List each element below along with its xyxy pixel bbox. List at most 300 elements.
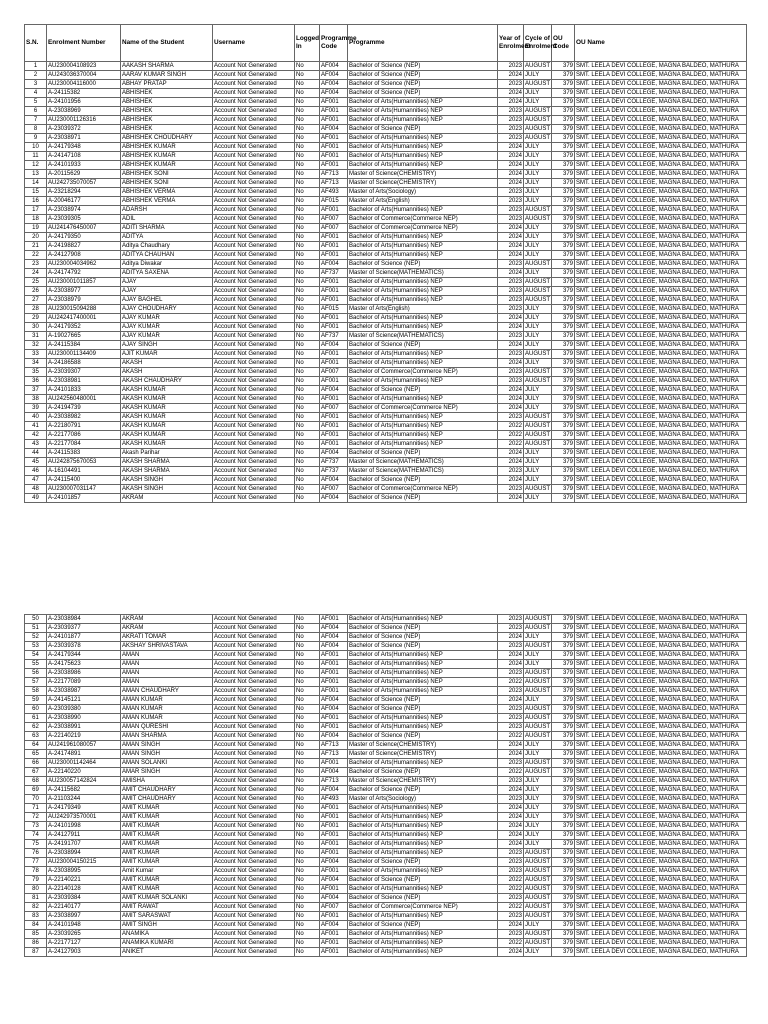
table-row xyxy=(25,921,747,930)
table-row xyxy=(25,224,747,233)
student-name-cell: AKRATI TOMAR xyxy=(121,633,213,642)
logged-in-cell: No xyxy=(295,89,320,98)
ou-name-cell: SMT. LEELA DEVI COLLEGE, MAGNA BALDEO, MATHURA xyxy=(575,840,747,849)
cycle-of-enrolment-cell: JULY xyxy=(524,395,552,404)
enrolment-number-cell: A-23218294 xyxy=(47,188,121,197)
student-name-cell: AKASH SINGH xyxy=(121,476,213,485)
logged-in-cell: No xyxy=(295,939,320,948)
enrolment-number-cell: A-24175623 xyxy=(47,660,121,669)
programme-code-cell: AF737 xyxy=(320,269,348,278)
ou-code-cell: 379 xyxy=(552,741,575,750)
year-of-enrolment-cell: 2023 xyxy=(498,467,524,476)
ou-name-cell: SMT. LEELA DEVI COLLEGE, MAGNA BALDEO, MATHURA xyxy=(575,714,747,723)
table-row xyxy=(25,278,747,287)
ou-code-cell: 379 xyxy=(552,314,575,323)
logged-in-cell: No xyxy=(295,278,320,287)
serial-number-cell: 16 xyxy=(25,197,47,206)
table-row xyxy=(25,660,747,669)
year-of-enrolment-cell: 2023 xyxy=(498,188,524,197)
programme-cell: Bachelor of Arts(Humannities) NEP xyxy=(348,314,498,323)
logged-in-cell: No xyxy=(295,494,320,503)
ou-code-cell: 379 xyxy=(552,386,575,395)
logged-in-cell: No xyxy=(295,696,320,705)
table-row xyxy=(25,62,747,71)
year-of-enrolment-cell: 2023 xyxy=(498,687,524,696)
ou-code-cell: 379 xyxy=(552,714,575,723)
serial-number-cell: 37 xyxy=(25,386,47,395)
programme-cell: Bachelor of Arts(Humannities) NEP xyxy=(348,98,498,107)
programme-cell: Bachelor of Arts(Humannities) NEP xyxy=(348,885,498,894)
year-of-enrolment-cell: 2024 xyxy=(498,813,524,822)
enrolment-number-cell: AU230004150215 xyxy=(47,858,121,867)
programme-code-cell: AF001 xyxy=(320,296,348,305)
logged-in-cell: No xyxy=(295,678,320,687)
programme-cell: Bachelor of Science (NEP) xyxy=(348,341,498,350)
ou-code-cell: 379 xyxy=(552,431,575,440)
year-of-enrolment-cell: 2023 xyxy=(498,305,524,314)
enrolment-number-cell: AU242417400001 xyxy=(47,314,121,323)
cycle-of-enrolment-cell: JULY xyxy=(524,152,552,161)
table-row xyxy=(25,669,747,678)
table-row xyxy=(25,813,747,822)
ou-name-cell: SMT. LEELA DEVI COLLEGE, MAGNA BALDEO, MATHURA xyxy=(575,152,747,161)
student-name-cell: AKASH xyxy=(121,359,213,368)
year-of-enrolment-cell: 2024 xyxy=(498,71,524,80)
programme-cell: Bachelor of Arts(Humannities) NEP xyxy=(348,152,498,161)
ou-code-cell: 379 xyxy=(552,368,575,377)
username-cell: Account Not Generated xyxy=(213,188,295,197)
serial-number-cell: 77 xyxy=(25,858,47,867)
programme-cell: Bachelor of Arts(Humannities) NEP xyxy=(348,143,498,152)
ou-name-cell: SMT. LEELA DEVI COLLEGE, MAGNA BALDEO, MATHURA xyxy=(575,116,747,125)
enrolment-number-cell: A-24174792 xyxy=(47,269,121,278)
table-row xyxy=(25,840,747,849)
enrolment-number-cell: A-22140177 xyxy=(47,903,121,912)
ou-name-cell: SMT. LEELA DEVI COLLEGE, MAGNA BALDEO, MATHURA xyxy=(575,624,747,633)
serial-number-cell: 18 xyxy=(25,215,47,224)
year-of-enrolment-cell: 2022 xyxy=(498,440,524,449)
cycle-of-enrolment-cell: JULY xyxy=(524,786,552,795)
cycle-of-enrolment-cell: JULY xyxy=(524,795,552,804)
programme-cell: Bachelor of Arts(Humannities) NEP xyxy=(348,323,498,332)
cycle-of-enrolment-cell: AUGUST xyxy=(525,414,551,420)
student-name-cell: AJAY SINGH xyxy=(121,341,213,350)
programme-code-cell: AF001 xyxy=(320,413,348,422)
programme-code-cell: AF001 xyxy=(320,840,348,849)
programme-code-cell: AF001 xyxy=(320,714,348,723)
year-of-enrolment-cell: 2022 xyxy=(498,885,524,894)
table-row xyxy=(25,786,747,795)
student-name-cell: AJAY CHOUDHARY xyxy=(121,305,213,314)
ou-code-cell: 379 xyxy=(552,849,575,858)
programme-cell: Bachelor of Science (NEP) xyxy=(348,386,498,395)
table-row xyxy=(25,714,747,723)
year-of-enrolment-cell: 2024 xyxy=(498,323,524,332)
username-cell: Account Not Generated xyxy=(213,732,295,741)
logged-in-cell: No xyxy=(295,125,320,134)
logged-in-cell: No xyxy=(295,822,320,831)
ou-name-cell: SMT. LEELA DEVI COLLEGE, MAGNA BALDEO, MATHURA xyxy=(575,98,747,107)
ou-code-cell: 379 xyxy=(552,669,575,678)
programme-code-cell: AF015 xyxy=(320,197,348,206)
serial-number-cell: 84 xyxy=(25,921,47,930)
ou-code-cell: 379 xyxy=(552,912,575,921)
username-cell: Account Not Generated xyxy=(213,71,295,80)
logged-in-cell: No xyxy=(295,660,320,669)
ou-name-cell: SMT. LEELA DEVI COLLEGE, MAGNA BALDEO, MATHURA xyxy=(575,80,747,89)
username-cell: Account Not Generated xyxy=(213,624,295,633)
year-of-enrolment-cell: 2023 xyxy=(498,197,524,206)
programme-cell: Bachelor of Arts(Humannities) NEP xyxy=(348,296,498,305)
ou-code-cell: 379 xyxy=(552,494,575,503)
ou-name-cell: SMT. LEELA DEVI COLLEGE, MAGNA BALDEO, MATHURA xyxy=(575,323,747,332)
ou-code-cell: 379 xyxy=(552,89,575,98)
cycle-of-enrolment-cell: JULY xyxy=(524,224,552,233)
cycle-of-enrolment-cell: JULY xyxy=(524,404,552,413)
cycle-of-enrolment-cell: JULY xyxy=(524,98,552,107)
table-row xyxy=(25,179,747,188)
programme-code-cell: AF004 xyxy=(320,89,348,98)
programme-cell: Bachelor of Commerce(Commerce NEP) xyxy=(348,485,498,494)
programme-cell: Bachelor of Science (NEP) xyxy=(348,732,498,741)
programme-code-cell: AF004 xyxy=(320,876,348,885)
year-of-enrolment-cell: 2024 xyxy=(498,633,524,642)
table-row xyxy=(25,858,747,867)
username-cell: Account Not Generated xyxy=(213,197,295,206)
serial-number-cell: 4 xyxy=(25,89,47,98)
column-header-enrolment-number: Enrolment Number xyxy=(47,25,121,62)
programme-cell: Master of Science(CHEMISTRY) xyxy=(348,170,498,179)
programme-cell: Master of Science(MATHEMATICS) xyxy=(348,458,498,467)
ou-code-cell: 379 xyxy=(552,116,575,125)
table-row xyxy=(25,458,747,467)
serial-number-cell: 40 xyxy=(25,413,47,422)
ou-name-cell: SMT. LEELA DEVI COLLEGE, MAGNA BALDEO, MATHURA xyxy=(575,386,747,395)
logged-in-cell: No xyxy=(295,413,320,422)
header-row xyxy=(25,25,747,62)
cycle-of-enrolment-cell: AUGUST xyxy=(525,441,551,447)
student-name-cell: AMAN SINGH xyxy=(121,741,213,750)
ou-name-cell: SMT. LEELA DEVI COLLEGE, MAGNA BALDEO, MATHURA xyxy=(575,467,747,476)
ou-name-cell: SMT. LEELA DEVI COLLEGE, MAGNA BALDEO, MATHURA xyxy=(575,633,747,642)
programme-code-cell: AF001 xyxy=(320,134,348,143)
ou-code-cell: 379 xyxy=(552,269,575,278)
logged-in-cell: No xyxy=(295,759,320,768)
ou-code-cell: 379 xyxy=(552,440,575,449)
ou-code-cell: 379 xyxy=(552,224,575,233)
ou-code-cell: 379 xyxy=(552,485,575,494)
logged-in-cell: No xyxy=(295,615,320,624)
table-body-page-1 xyxy=(25,62,747,503)
serial-number-cell: 14 xyxy=(25,179,47,188)
programme-cell: Bachelor of Arts(Humannities) NEP xyxy=(348,831,498,840)
cycle-of-enrolment-cell: JULY xyxy=(524,233,552,242)
ou-code-cell: 379 xyxy=(552,449,575,458)
student-name-cell: AMAN KUMAR xyxy=(121,696,213,705)
username-cell: Account Not Generated xyxy=(213,714,295,723)
serial-number-cell: 12 xyxy=(25,161,47,170)
programme-code-cell: AF001 xyxy=(320,431,348,440)
year-of-enrolment-cell: 2024 xyxy=(498,404,524,413)
programme-cell: Bachelor of Arts(Humannities) NEP xyxy=(348,107,498,116)
enrolment-number-cell: A-23038994 xyxy=(47,849,121,858)
username-cell: Account Not Generated xyxy=(213,660,295,669)
username-cell: Account Not Generated xyxy=(213,930,295,939)
ou-name-cell: SMT. LEELA DEVI COLLEGE, MAGNA BALDEO, MATHURA xyxy=(575,485,747,494)
ou-name-cell: SMT. LEELA DEVI COLLEGE, MAGNA BALDEO, MATHURA xyxy=(575,948,747,957)
enrolment-number-cell: A-24179344 xyxy=(47,651,121,660)
cycle-of-enrolment-cell: JULY xyxy=(524,822,552,831)
student-name-cell: AKASH KUMAR xyxy=(121,395,213,404)
cycle-of-enrolment-cell: JULY xyxy=(524,948,552,957)
year-of-enrolment-cell: 2023 xyxy=(498,413,524,422)
logged-in-cell: No xyxy=(295,732,320,741)
programme-cell: Bachelor of Science (NEP) xyxy=(348,894,498,903)
logged-in-cell: No xyxy=(295,116,320,125)
enrolment-number-cell: A-19027665 xyxy=(47,332,121,341)
programme-cell: Bachelor of Arts(Humannities) NEP xyxy=(348,912,498,921)
cycle-of-enrolment-cell: AUGUST xyxy=(525,616,551,622)
programme-cell: Bachelor of Arts(Humannities) NEP xyxy=(348,206,498,215)
programme-code-cell: AF007 xyxy=(320,215,348,224)
username-cell: Account Not Generated xyxy=(213,314,295,323)
programme-code-cell: AF004 xyxy=(320,768,348,777)
student-name-cell: AMIT KUMAR xyxy=(121,822,213,831)
year-of-enrolment-cell: 2022 xyxy=(498,903,524,912)
programme-cell: Bachelor of Arts(Humannities) NEP xyxy=(348,422,498,431)
cycle-of-enrolment-cell: AUGUST xyxy=(525,351,551,357)
programme-code-cell: AF001 xyxy=(320,867,348,876)
ou-name-cell: SMT. LEELA DEVI COLLEGE, MAGNA BALDEO, MATHURA xyxy=(575,759,747,768)
programme-code-cell: AF007 xyxy=(320,903,348,912)
cycle-of-enrolment-cell: JULY xyxy=(524,161,552,170)
logged-in-cell: No xyxy=(295,476,320,485)
programme-code-cell: AF004 xyxy=(320,624,348,633)
student-name-cell: AJAY KUMAR xyxy=(121,332,213,341)
table-row xyxy=(25,188,747,197)
student-name-cell: AMIT CHAUDHARY xyxy=(121,786,213,795)
programme-cell: Bachelor of Arts(Humannities) NEP xyxy=(348,431,498,440)
table-row xyxy=(25,89,747,98)
serial-number-cell: 19 xyxy=(25,224,47,233)
logged-in-cell: No xyxy=(295,341,320,350)
serial-number-cell: 61 xyxy=(25,714,47,723)
enrolment-number-cell: A-23038987 xyxy=(47,687,121,696)
username-cell: Account Not Generated xyxy=(213,125,295,134)
serial-number-cell: 27 xyxy=(25,296,47,305)
year-of-enrolment-cell: 2023 xyxy=(498,759,524,768)
programme-code-cell: AF001 xyxy=(320,822,348,831)
ou-code-cell: 379 xyxy=(552,813,575,822)
logged-in-cell: No xyxy=(295,795,320,804)
programme-cell: Bachelor of Arts(Humannities) NEP xyxy=(348,723,498,732)
logged-in-cell: No xyxy=(295,170,320,179)
programme-code-cell: AF001 xyxy=(320,669,348,678)
programme-code-cell: AF001 xyxy=(320,395,348,404)
username-cell: Account Not Generated xyxy=(213,134,295,143)
enrolment-number-cell: A-23039378 xyxy=(47,642,121,651)
programme-code-cell: AF001 xyxy=(320,152,348,161)
ou-code-cell: 379 xyxy=(552,885,575,894)
ou-code-cell: 379 xyxy=(552,377,575,386)
username-cell: Account Not Generated xyxy=(213,287,295,296)
serial-number-cell: 8 xyxy=(25,125,47,134)
cycle-of-enrolment-cell: JULY xyxy=(524,651,552,660)
enrolment-number-cell: A-24191707 xyxy=(47,840,121,849)
enrolment-number-cell: A-23038986 xyxy=(47,669,121,678)
student-name-cell: AMAN KUMAR xyxy=(121,705,213,714)
programme-code-cell: AF001 xyxy=(320,206,348,215)
username-cell: Account Not Generated xyxy=(213,431,295,440)
ou-code-cell: 379 xyxy=(552,341,575,350)
table-row xyxy=(25,143,747,152)
student-name-cell: AMAN xyxy=(121,660,213,669)
ou-name-cell: SMT. LEELA DEVI COLLEGE, MAGNA BALDEO, MATHURA xyxy=(575,705,747,714)
table-row xyxy=(25,687,747,696)
enrolment-number-cell: A-23039307 xyxy=(47,368,121,377)
year-of-enrolment-cell: 2023 xyxy=(498,62,524,71)
year-of-enrolment-cell: 2022 xyxy=(498,876,524,885)
year-of-enrolment-cell: 2024 xyxy=(498,161,524,170)
serial-number-cell: 34 xyxy=(25,359,47,368)
student-name-cell: AMIT KUMAR SOLANKI xyxy=(121,894,213,903)
ou-code-cell: 379 xyxy=(552,71,575,80)
year-of-enrolment-cell: 2023 xyxy=(498,930,524,939)
serial-number-cell: 29 xyxy=(25,314,47,323)
programme-cell: Bachelor of Science (NEP) xyxy=(348,633,498,642)
ou-name-cell: SMT. LEELA DEVI COLLEGE, MAGNA BALDEO, MATHURA xyxy=(575,750,747,759)
logged-in-cell: No xyxy=(295,314,320,323)
column-header-ou-code: OU Code xyxy=(552,25,575,62)
table-row xyxy=(25,305,747,314)
serial-number-cell: 58 xyxy=(25,687,47,696)
logged-in-cell: No xyxy=(295,687,320,696)
student-table-page-1 xyxy=(24,24,747,503)
logged-in-cell: No xyxy=(295,867,320,876)
username-cell: Account Not Generated xyxy=(213,687,295,696)
cycle-of-enrolment-cell: JULY xyxy=(524,467,552,476)
programme-code-cell: AF001 xyxy=(320,930,348,939)
username-cell: Account Not Generated xyxy=(213,161,295,170)
ou-name-cell: SMT. LEELA DEVI COLLEGE, MAGNA BALDEO, MATHURA xyxy=(575,179,747,188)
year-of-enrolment-cell: 2023 xyxy=(498,723,524,732)
username-cell: Account Not Generated xyxy=(213,269,295,278)
username-cell: Account Not Generated xyxy=(213,440,295,449)
enrolment-number-cell: A-22177084 xyxy=(47,440,121,449)
ou-code-cell: 379 xyxy=(552,903,575,912)
logged-in-cell: No xyxy=(295,912,320,921)
ou-name-cell: SMT. LEELA DEVI COLLEGE, MAGNA BALDEO, MATHURA xyxy=(575,885,747,894)
cycle-of-enrolment-cell: AUGUST xyxy=(525,625,551,631)
logged-in-cell: No xyxy=(295,831,320,840)
logged-in-cell: No xyxy=(295,179,320,188)
table-row xyxy=(25,98,747,107)
enrolment-number-cell: A-24179352 xyxy=(47,323,121,332)
table-row xyxy=(25,615,747,624)
ou-code-cell: 379 xyxy=(552,624,575,633)
student-name-cell: ANAMIKA KUMARI xyxy=(121,939,213,948)
programme-cell: Bachelor of Arts(Humannities) NEP xyxy=(348,759,498,768)
serial-number-cell: 87 xyxy=(25,948,47,957)
serial-number-cell: 7 xyxy=(25,116,47,125)
ou-name-cell: SMT. LEELA DEVI COLLEGE, MAGNA BALDEO, MATHURA xyxy=(575,849,747,858)
programme-code-cell: AF004 xyxy=(320,125,348,134)
serial-number-cell: 17 xyxy=(25,206,47,215)
table-row xyxy=(25,485,747,494)
cycle-of-enrolment-cell: JULY xyxy=(524,494,552,503)
enrolment-number-cell: A-22140221 xyxy=(47,876,121,885)
programme-cell: Bachelor of Arts(Humannities) NEP xyxy=(348,251,498,260)
username-cell: Account Not Generated xyxy=(213,404,295,413)
cycle-of-enrolment-cell: JULY xyxy=(524,804,552,813)
serial-number-cell: 49 xyxy=(25,494,47,503)
programme-cell: Bachelor of Arts(Humannities) NEP xyxy=(348,948,498,957)
cycle-of-enrolment-cell: JULY xyxy=(524,476,552,485)
student-name-cell: Aditya Chaudhary xyxy=(121,242,213,251)
username-cell: Account Not Generated xyxy=(213,458,295,467)
logged-in-cell: No xyxy=(295,849,320,858)
logged-in-cell: No xyxy=(295,858,320,867)
cycle-of-enrolment-cell: AUGUST xyxy=(525,378,551,384)
programme-code-cell: AF004 xyxy=(320,894,348,903)
enrolment-number-cell: A-24127903 xyxy=(47,948,121,957)
serial-number-cell: 48 xyxy=(25,485,47,494)
serial-number-cell: 46 xyxy=(25,467,47,476)
ou-name-cell: SMT. LEELA DEVI COLLEGE, MAGNA BALDEO, MATHURA xyxy=(575,413,747,422)
student-name-cell: AMAN SOLANKI xyxy=(121,759,213,768)
programme-cell: Bachelor of Science (NEP) xyxy=(348,494,498,503)
table-row xyxy=(25,197,747,206)
student-name-cell: ABHAY PRATAP xyxy=(121,80,213,89)
serial-number-cell: 64 xyxy=(25,741,47,750)
document-page-2 xyxy=(24,614,746,957)
programme-code-cell: AF001 xyxy=(320,422,348,431)
serial-number-cell: 82 xyxy=(25,903,47,912)
programme-cell: Bachelor of Arts(Humannities) NEP xyxy=(348,161,498,170)
column-header-ou-name: OU Name xyxy=(575,25,747,62)
programme-cell: Bachelor of Science (NEP) xyxy=(348,71,498,80)
column-header-year-of-enrolment: Year of Enrolment xyxy=(498,25,524,62)
ou-name-cell: SMT. LEELA DEVI COLLEGE, MAGNA BALDEO, MATHURA xyxy=(575,269,747,278)
serial-number-cell: 56 xyxy=(25,669,47,678)
programme-code-cell: AF713 xyxy=(320,750,348,759)
logged-in-cell: No xyxy=(295,134,320,143)
student-name-cell: ADITI SHARMA xyxy=(121,224,213,233)
programme-code-cell: AF001 xyxy=(320,314,348,323)
enrolment-number-cell: A-24101857 xyxy=(47,494,121,503)
serial-number-cell: 22 xyxy=(25,251,47,260)
cycle-of-enrolment-cell: JULY xyxy=(524,323,552,332)
ou-code-cell: 379 xyxy=(552,948,575,957)
username-cell: Account Not Generated xyxy=(213,867,295,876)
username-cell: Account Not Generated xyxy=(213,750,295,759)
enrolment-number-cell: A-24115382 xyxy=(47,89,121,98)
ou-code-cell: 379 xyxy=(552,768,575,777)
student-name-cell: AKRAM xyxy=(121,624,213,633)
logged-in-cell: No xyxy=(295,332,320,341)
table-row xyxy=(25,386,747,395)
cycle-of-enrolment-cell: AUGUST xyxy=(525,670,551,676)
ou-name-cell: SMT. LEELA DEVI COLLEGE, MAGNA BALDEO, MATHURA xyxy=(575,786,747,795)
student-name-cell: AMAN SHARMA xyxy=(121,732,213,741)
logged-in-cell: No xyxy=(295,705,320,714)
ou-code-cell: 379 xyxy=(552,251,575,260)
cycle-of-enrolment-cell: JULY xyxy=(524,777,552,786)
table-row xyxy=(25,287,747,296)
table-row xyxy=(25,822,747,831)
programme-code-cell: AF001 xyxy=(320,143,348,152)
programme-cell: Master of Arts(English) xyxy=(348,305,498,314)
